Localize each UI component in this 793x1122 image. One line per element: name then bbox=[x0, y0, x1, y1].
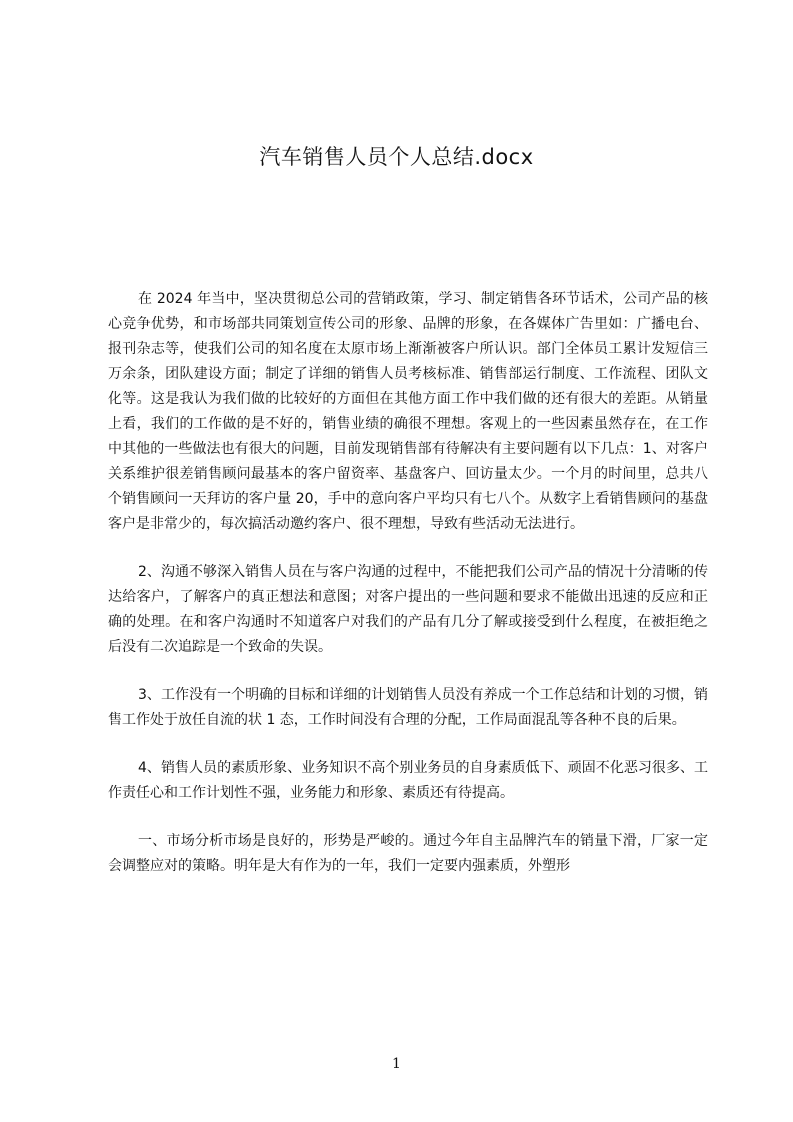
paragraph-intro: 在 2024 年当中，坚决贯彻总公司的营销政策，学习、制定销售各环节话术，公司产品的核心竞争优势，和市场部共同策划宣传公司的形象、品牌的形象，在各媒体广告里如：广播电台、报刊杂志等，使我们公司的知名度在太原市场上渐渐被客户所认识。部门全体员工累计发短信三万余条，团队建设方面；制定了详细的销售人员考核标准、销售部运行制度、工作流程、团队文化等。这是我认为我们做的比较好的方面但在其他方面工作中我们做的还有很大的差距。从销量上看，我们的工作做的是不好的，销售业绩的确很不理想。客观上的一些因素虽然存在，在工作中其他的一些做法也有很大的问题，目前发现销售部有待解决有主要问题有以下几点：1、对客户关系维护很差销售顾问最基本的客户留资率、基盘客户、回访量太少。一个月的时间里，总共八个销售顾问一天拜访的客户量 20，手中的意向客户平均只有七八个。从数字上看销售顾问的基盘客户是非常少的，每次搞活动邀约客户、很不理想，导致有些活动无法进行。 bbox=[108, 291, 708, 532]
paragraph-market-analysis: 一、市场分析市场是良好的，形势是严峻的。通过今年自主品牌汽车的销量下滑，厂家一定会调整应对的策略。明年是大有作为的一年，我们一定要内强素质，外塑形 bbox=[108, 833, 708, 874]
paragraph-quality: 4、销售人员的素质形象、业务知识不高个别业务员的自身素质低下、顽固不化恶习很多、工作责任心和工作计划性不强，业务能力和形象、素质还有待提高。 bbox=[108, 760, 708, 801]
page-number: 1 bbox=[392, 1056, 401, 1072]
paragraph-planning: 3、工作没有一个明确的目标和详细的计划销售人员没有养成一个工作总结和计划的习惯，销售工作处于放任自流的状 1 态，工作时间没有合理的分配，工作局面混乱等各种不良的后果。 bbox=[108, 687, 708, 728]
document-body bbox=[108, 287, 708, 902]
document-title: 汽车销售人员个人总结.docx bbox=[259, 145, 534, 169]
paragraph-communication: 2、沟通不够深入销售人员在与客户沟通的过程中，不能把我们公司产品的情况十分清晰的传达给客户，了解客户的真正想法和意图；对客户提出的一些问题和要求不能做出迅速的反应和正确的处理。在和客户沟通时不知道客户对我们的产品有几分了解或接受到什么程度，在被拒绝之后没有二次追踪是一个致命的失误。 bbox=[108, 564, 708, 655]
